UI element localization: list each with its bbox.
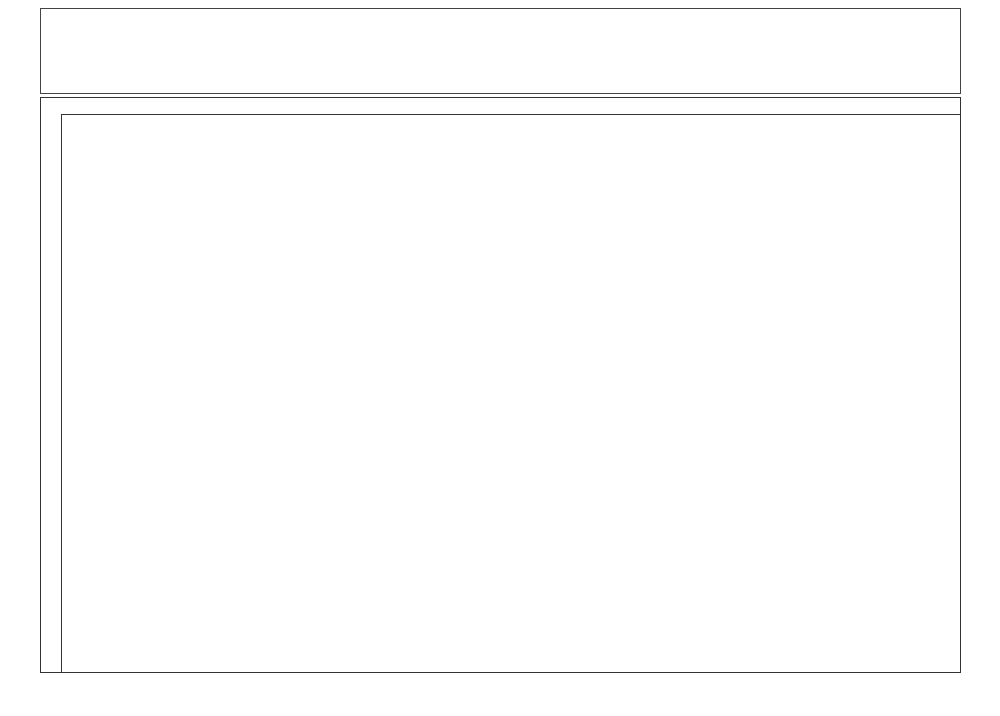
calendar-grid (40, 97, 961, 673)
header-box (40, 8, 961, 94)
page-footer (40, 677, 961, 691)
week-label-column (41, 114, 62, 672)
weeks-container (61, 114, 960, 672)
weekday-header-row (61, 98, 960, 115)
